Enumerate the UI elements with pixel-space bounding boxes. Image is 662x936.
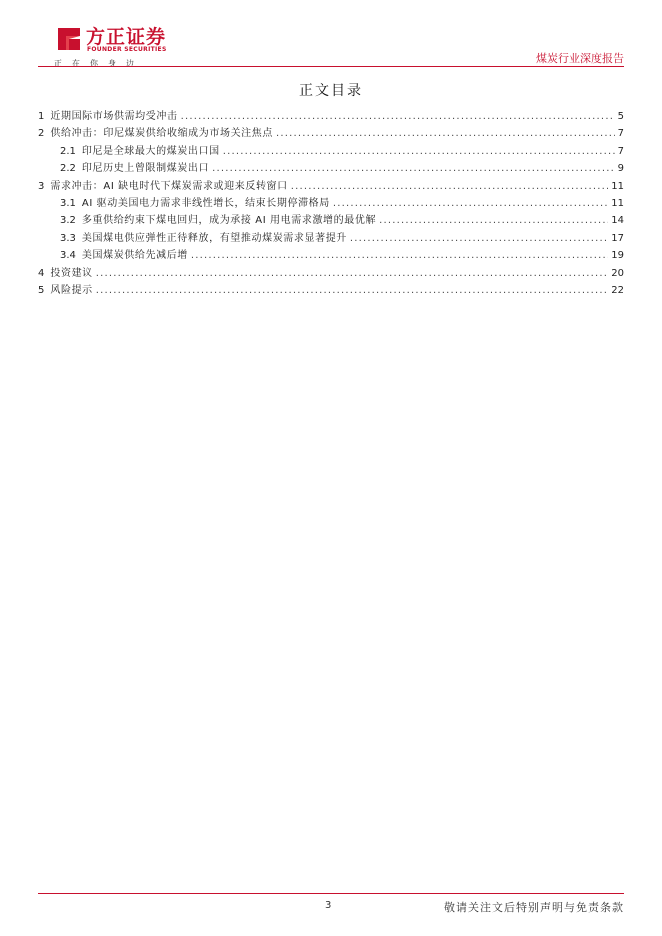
founder-logo-icon [54,24,84,54]
toc-entry-number: 3.1 [60,197,76,209]
toc-subentry[interactable] [38,212,624,229]
company-slogan: 正在你身边 [54,59,144,68]
toc-entry-number: 4 [38,267,45,279]
toc-entry[interactable] [38,265,624,282]
toc-entry-title: 美国煤电供应弹性正待释放，有望推动煤炭需求显著提升 [81,232,347,244]
toc-entry-page: 5 [617,111,624,122]
toc-leader-dots [181,108,615,125]
toc-entry-number: 3.2 [60,215,76,227]
toc-entry-number: 2.1 [60,145,76,157]
toc-entry-number: 3 [38,180,45,192]
toc-entry-page: 9 [617,163,624,175]
toc-leader-dots [333,195,608,212]
toc-entry-number: 3.4 [60,250,76,262]
toc-entry-title: 风险提示 [50,284,93,296]
toc-leader-dots [212,160,615,177]
table-of-contents [38,108,624,299]
toc-subentry[interactable] [38,195,624,212]
page-number: 3 [325,900,332,911]
toc-title: 正文目录 [299,83,363,99]
toc-entry-page: 20 [611,267,624,279]
toc-leader-dots [350,230,608,247]
toc-subentry[interactable] [38,143,624,160]
toc-entry-page: 22 [611,284,624,296]
toc-entry-number: 3.3 [60,232,76,244]
toc-leader-dots [223,143,615,160]
toc-entry-title: 投资建议 [50,267,93,279]
toc-entry-title: 多重供给约束下煤电回归，成为承接 AI 用电需求激增的最优解 [81,215,377,227]
toc-entry-number: 1 [38,111,45,122]
toc-entry-title: AI 驱动美国电力需求非线性增长，结束长期停滞格局 [81,197,330,209]
toc-leader-dots [191,247,608,264]
toc-entry-page: 19 [611,250,624,262]
toc-leader-dots [291,178,609,195]
report-type-label: 煤炭行业深度报告 [536,52,624,65]
toc-entry-title: 印尼是全球最大的煤炭出口国 [81,145,220,157]
toc-entry-title: 供给冲击：印尼煤炭供给收缩成为市场关注焦点 [50,128,273,140]
toc-entry-number: 2 [38,128,45,140]
page-header [38,22,624,66]
footer-divider [38,893,624,894]
toc-entry-page: 11 [611,180,624,192]
toc-entry-number: 2.2 [60,163,76,175]
toc-subentry[interactable] [38,230,624,247]
toc-subentry[interactable] [38,160,624,177]
toc-leader-dots [96,282,608,299]
toc-entry[interactable] [38,125,624,142]
logo-english-name: FOUNDER SECURITIES [87,46,167,53]
toc-entry-title: 美国煤炭供给先减后增 [81,250,188,262]
toc-entry-title: 近期国际市场供需均受冲击 [50,111,178,122]
toc-entry[interactable] [38,108,624,125]
disclaimer-notice: 敬请关注文后特别声明与免责条款 [444,901,624,914]
logo-chinese-name: 方正证券 [86,26,167,48]
toc-entry-number: 5 [38,284,45,296]
toc-entry[interactable] [38,282,624,299]
toc-entry-page: 7 [617,145,624,157]
toc-entry-title: 需求冲击：AI 缺电时代下煤炭需求或迎来反转窗口 [50,180,288,192]
toc-leader-dots [96,265,608,282]
header-divider [38,66,624,67]
toc-leader-dots [379,212,608,229]
toc-entry-page: 11 [611,197,624,209]
toc-entry[interactable] [38,178,624,195]
toc-entry-page: 14 [611,215,624,227]
toc-entry-page: 17 [611,232,624,244]
toc-entry-page: 7 [617,128,624,140]
toc-subentry[interactable] [38,247,624,264]
toc-leader-dots [276,125,615,142]
toc-entry-title: 印尼历史上曾限制煤炭出口 [81,163,210,175]
